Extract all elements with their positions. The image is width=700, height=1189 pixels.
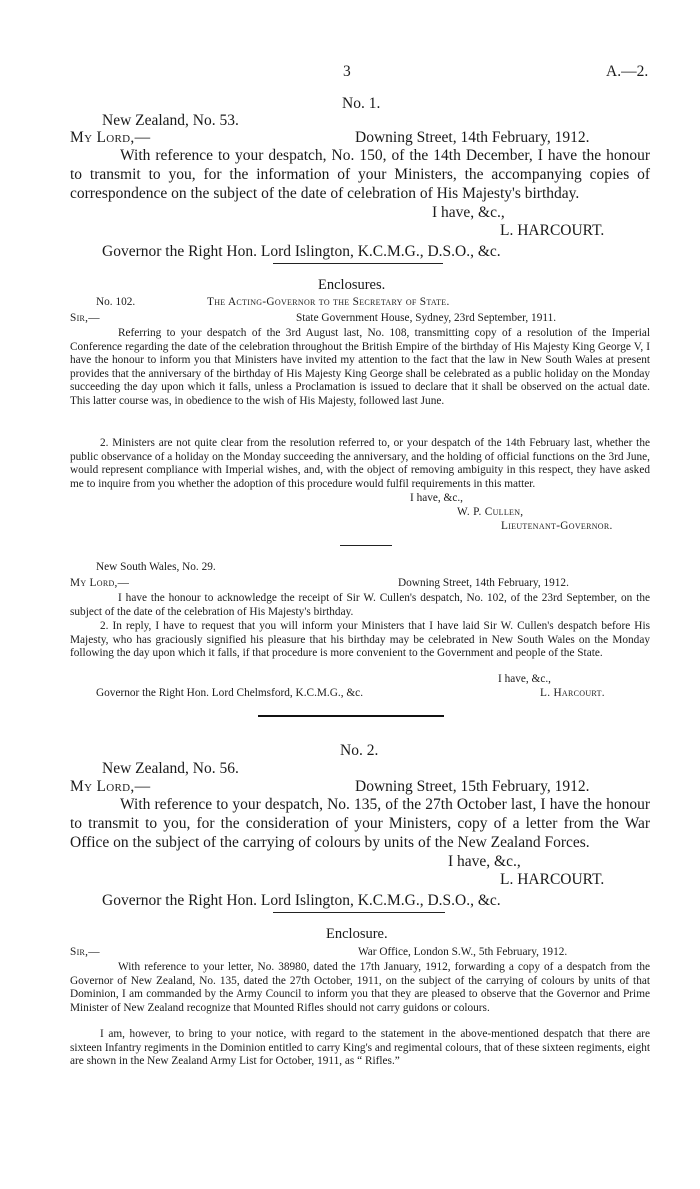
letter-reference: No. 102. <box>96 296 136 308</box>
despatch-number: No. 1. <box>342 95 381 112</box>
salutation: Sir,— <box>70 312 100 324</box>
salutation: My Lord,— <box>70 778 151 795</box>
letter-title: The Acting-Governor to the Secretary of State. <box>207 296 450 308</box>
document-reference: A.—2. <box>606 63 649 80</box>
addressee: Governor the Right Hon. Lord Chelmsford, K.C.M.G., &c. <box>96 687 364 699</box>
place-date: Downing Street, 14th February, 1912. <box>355 129 590 146</box>
section-divider-thick <box>258 715 444 717</box>
paragraph-1: Referring to your despatch of the 3rd August last, No. 108, transmitting copy of a resolution of the Imperial Conference regarding the date of the celebration throughout the British Empire of the birthday of His Majesty King George V, I have the honour to inform you that Ministers have invited my attention to the fact that the law in New South Wales at present provides that the anniversary of the birthday of His Majesty King George shall be celebrated as a public holiday on the Monday succeeding the day upon which it falls, unless a Proclamation is issued to declare that it shall be observed on the actual date. This latter course was, in obedience to the wish of His Majesty, followed last June. <box>70 327 650 407</box>
enclosures-heading: Enclosures. <box>318 277 386 293</box>
despatch-body: With reference to your despatch, No. 150, of the 14th December, I have the honour to transmit to you, for the information of your Ministers, the accompanying copies of correspondence on the subject of the date of celebration of His Majesty's birthday. <box>70 147 650 202</box>
signature: W. P. Cullen, <box>457 506 524 518</box>
closing: I have, &c., <box>448 853 521 870</box>
signature-title: Lieutenant-Governor. <box>501 520 613 532</box>
page-number: 3 <box>343 63 351 80</box>
paragraph-2: 2. Ministers are not quite clear from the resolution referred to, or your despatch of the 14th February last, whether the public observance of a holiday on the Monday succeeding the anniversary, and the holding of official functions on the 3rd June, would represent compliance with Imperial wishes, and, with the object of removing ambiguity in this respect, they have asked me to inquire from you whether the adoption of this procedure would fulfil requirements in this matter. <box>70 437 650 490</box>
paragraph-2: 2. In reply, I have to request that you will inform your Ministers that I have laid Sir W. Cullen's despatch before His Majesty, who has graciously signified his pleasure that his birthday may be celebrated in New South Wales on the Monday following the day upon which it falls, if that procedure is more convenient to the Government and people of the State. <box>70 620 650 660</box>
signature: L. HARCOURT. <box>500 871 605 888</box>
section-divider <box>340 545 392 546</box>
paragraph-1: With reference to your letter, No. 38980, dated the 17th January, 1912, forwarding a copy of a despatch from the Governor of New Zealand, No. 135, dated the 27th October, 1911, on the subject of the carrying of colours by units of that Dominion, I am commanded by the Army Council to inform you that they are pleased to observe that the Governor and Prime Minister of New Zealand recognize that Mounted Rifles should not carry guidons or colours. <box>70 961 650 1014</box>
signature: L. Harcourt. <box>540 687 605 699</box>
paragraph-2: I am, however, to bring to your notice, with regard to the statement in the above-mentioned despatch that there are sixteen Infantry regiments in the Dominion entitled to carry King's and regimental colours, that of these sixteen regiments, eight are shown in the New Zealand Army List for October, 1911, as “ Rifles.” <box>70 1028 650 1068</box>
closing: I have, &c., <box>432 204 505 221</box>
place-date: Downing Street, 15th February, 1912. <box>355 778 590 795</box>
section-divider <box>273 912 445 913</box>
despatch-reference: New Zealand, No. 53. <box>102 112 239 129</box>
salutation: My Lord,— <box>70 577 130 589</box>
despatch-reference: New Zealand, No. 56. <box>102 760 239 777</box>
enclosure-heading: Enclosure. <box>326 926 388 942</box>
paragraph-1: I have the honour to acknowledge the receipt of Sir W. Cullen's despatch, No. 102, of the 23rd September, on the subject of the date of the celebration of His Majesty's birthday. <box>70 592 650 618</box>
addressee: Governor the Right Hon. Lord Islington, K.C.M.G., D.S.O., &c. <box>102 892 501 909</box>
place-date: State Government House, Sydney, 23rd September, 1911. <box>296 312 557 324</box>
place-date: Downing Street, 14th February, 1912. <box>398 577 569 589</box>
signature: L. HARCOURT. <box>500 222 605 239</box>
place-date: War Office, London S.W., 5th February, 1912. <box>358 946 568 958</box>
closing: I have, &c., <box>410 492 464 504</box>
salutation: Sir,— <box>70 946 100 958</box>
letter-reference: New South Wales, No. 29. <box>96 561 216 573</box>
despatch-body: With reference to your despatch, No. 135, of the 27th October last, I have the honour to transmit to you, for the consideration of your Ministers, copy of a letter from the War Office on the subject of the carrying of colours by units of the New Zealand Forces. <box>70 796 650 851</box>
despatch-number: No. 2. <box>340 742 379 759</box>
closing: I have, &c., <box>498 673 552 685</box>
salutation: My Lord,— <box>70 129 151 146</box>
addressee: Governor the Right Hon. Lord Islington, K.C.M.G., D.S.O., &c. <box>102 243 501 260</box>
section-divider <box>273 263 443 264</box>
